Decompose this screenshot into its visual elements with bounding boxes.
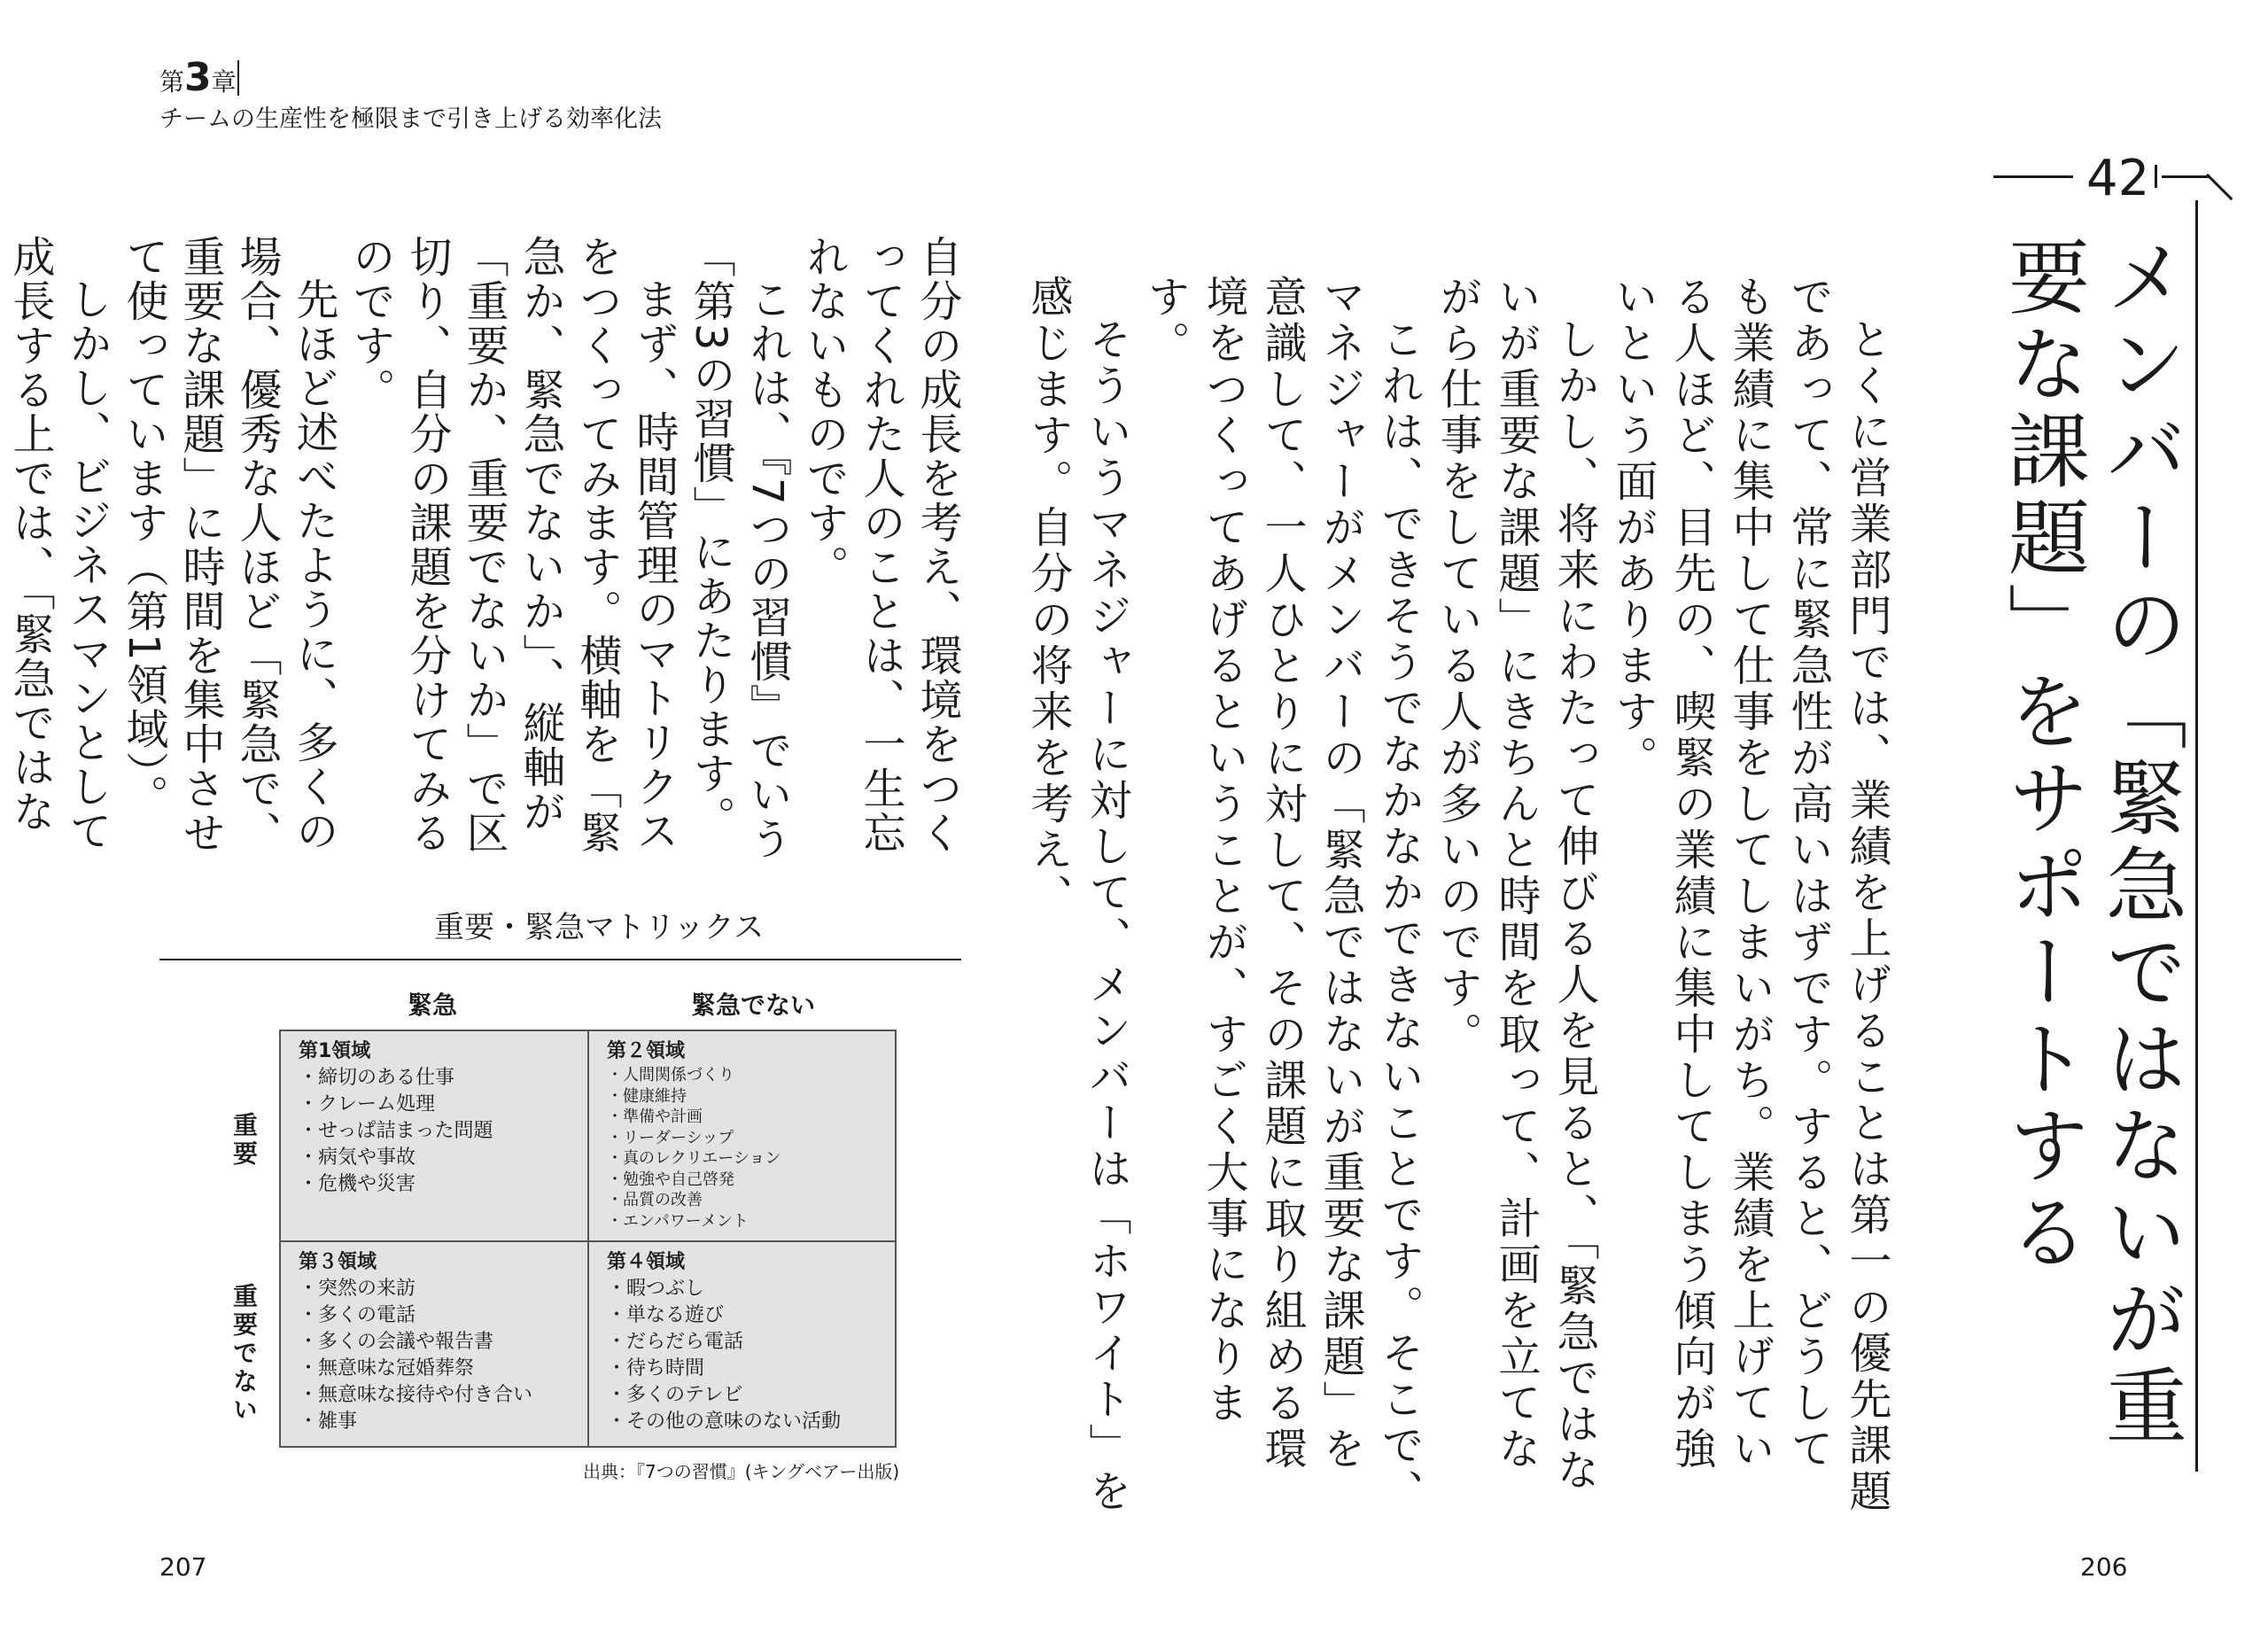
quadrant-2 (607, 1038, 781, 1232)
section-number-tick (2155, 165, 2157, 188)
list-item: ・暇つぶし (607, 1278, 705, 1300)
list-item: ・多くの会議や報告書 (299, 1331, 494, 1353)
quadrant-1-title: 第1領域 (299, 1040, 371, 1062)
quadrant-1 (299, 1038, 493, 1198)
chapter-subtitle: チームの生産性を極限まで引き上げる効率化法 (159, 105, 662, 133)
list-item: ・クレーム処理 (299, 1093, 436, 1115)
right-paragraph: そういうマネジャーに対して、メンバーは「ホワイト」を感じます。自分の将来を考え、 (1023, 275, 1131, 1515)
list-item: ・だらだら電話 (607, 1331, 744, 1353)
quadrant-4 (607, 1249, 841, 1435)
list-item: ・真のレクリエーション (607, 1149, 781, 1168)
list-item: ・雑事 (299, 1411, 358, 1433)
page-number-right: 206 (2080, 1552, 2128, 1582)
right-paragraph: しかし、将来にわたって伸びる人を見ると、「緊急ではないが重要な課題」にきちんと時間を取って、計画を立てながら仕事をしている人が多いのです。 (1433, 275, 1599, 1494)
left-paragraph: 自分の成長を考え、環境をつくってくれた人のことは、一生忘れないものです。 (799, 235, 962, 855)
section-rule-vertical (2195, 200, 2198, 1472)
list-item: ・病気や事故 (299, 1146, 416, 1169)
list-item: ・その他の意味のない活動 (607, 1411, 842, 1433)
chapter-divider (237, 60, 239, 96)
section-rule-left (1993, 175, 2073, 178)
list-item: ・無意味な接待や付き合い (299, 1384, 533, 1406)
list-item: ・締切のある仕事 (299, 1067, 455, 1089)
right-paragraph: これは、できそうでなかなかできないことです。そこで、マネジャーがメンバーの「緊急ではないが重要な課題」を意識して、一人ひとりに対して、その課題に取り組める環境をつくってあげるということが、すごく大事になります。 (1140, 275, 1424, 1515)
section-number: 42 (2086, 150, 2150, 207)
list-item: ・単なる遊び (607, 1304, 725, 1326)
list-item: ・勉強や自己啓発 (607, 1170, 734, 1189)
list-item: ・準備や計画 (607, 1108, 703, 1126)
matrix-divider-horizontal (281, 1240, 895, 1242)
list-item: ・品質の改善 (607, 1191, 703, 1209)
list-item: ・待ち時間 (607, 1357, 705, 1380)
quadrant-4-title: 第４領域 (607, 1251, 686, 1273)
chapter-prefix: 第 (159, 67, 185, 97)
matrix-title: 重要・緊急マトリックス (434, 910, 765, 945)
left-page-body (5, 235, 966, 873)
list-item: ・多くのテレビ (607, 1384, 743, 1406)
section-rule-right (2162, 175, 2210, 178)
list-item: ・突然の来訪 (299, 1278, 416, 1300)
right-paragraph: とくに営業部門では、業績を上げることは第一の優先課題であって、常に緊急性が高いはずです。すると、どうしても業績に集中して仕事をしてしまいがち。業績を上げている人ほど、目先の、喫緊の業績に集中してしまう傾向が強いという面があります。 (1608, 275, 1891, 1515)
matrix-title-rule (159, 959, 961, 960)
right-page-body (1023, 275, 1896, 1515)
row-header-not-important: 重要でない (229, 1283, 259, 1425)
list-item: ・無意味な冠婚葬祭 (299, 1357, 475, 1380)
left-paragraph: 先ほど述べたように、多くの場合、優秀な人ほど「緊急で、重要な課題」に時間を集中させて使っています（第1領域）。 (119, 235, 338, 855)
list-item: ・危機や災害 (299, 1173, 416, 1195)
list-item: ・人間関係づくり (607, 1066, 734, 1084)
chapter-suffix: 章 (211, 67, 237, 97)
left-paragraph: これは、『7つの習慣』でいう「第3の習慣」にあたります。 (686, 235, 792, 861)
list-item: ・リーダーシップ (607, 1128, 734, 1147)
quadrant-3 (299, 1249, 532, 1435)
list-item: ・健康維持 (607, 1086, 687, 1106)
col-header-not-urgent: 緊急でない (691, 991, 816, 1020)
section-rule-corner (2206, 174, 2233, 200)
matrix-source: 出典：『7つの習慣』(キングベアー出版) (583, 1461, 900, 1482)
chapter-number: 3 (184, 55, 212, 100)
matrix-grid (279, 1030, 897, 1448)
left-paragraph: まず、時間管理のマトリクスをつくってみます。横軸を「緊急か、緊急でないか」、縦軸が「重要か、重要でないか」で区切り、自分の課題を分けてみるのです。 (346, 235, 679, 855)
col-header-urgent: 緊急 (408, 991, 458, 1020)
quadrant-2-title: 第２領域 (607, 1040, 686, 1062)
list-item: ・せっぱ詰まった問題 (299, 1120, 493, 1142)
chapter-label (159, 55, 237, 100)
row-header-important: 重要 (229, 1112, 259, 1169)
section-title: メンバーの「緊急ではないが重要な課題」をサポートする (1995, 235, 2187, 1450)
list-item: ・エンパワーメント (607, 1211, 749, 1231)
list-item: ・多くの電話 (299, 1304, 416, 1326)
page-number-left: 207 (159, 1552, 207, 1582)
left-paragraph: しかし、ビジネスマンとして成長する上では、「緊急ではな (5, 235, 112, 853)
matrix-divider-vertical (587, 1031, 589, 1446)
quadrant-3-title: 第３領域 (299, 1251, 377, 1273)
